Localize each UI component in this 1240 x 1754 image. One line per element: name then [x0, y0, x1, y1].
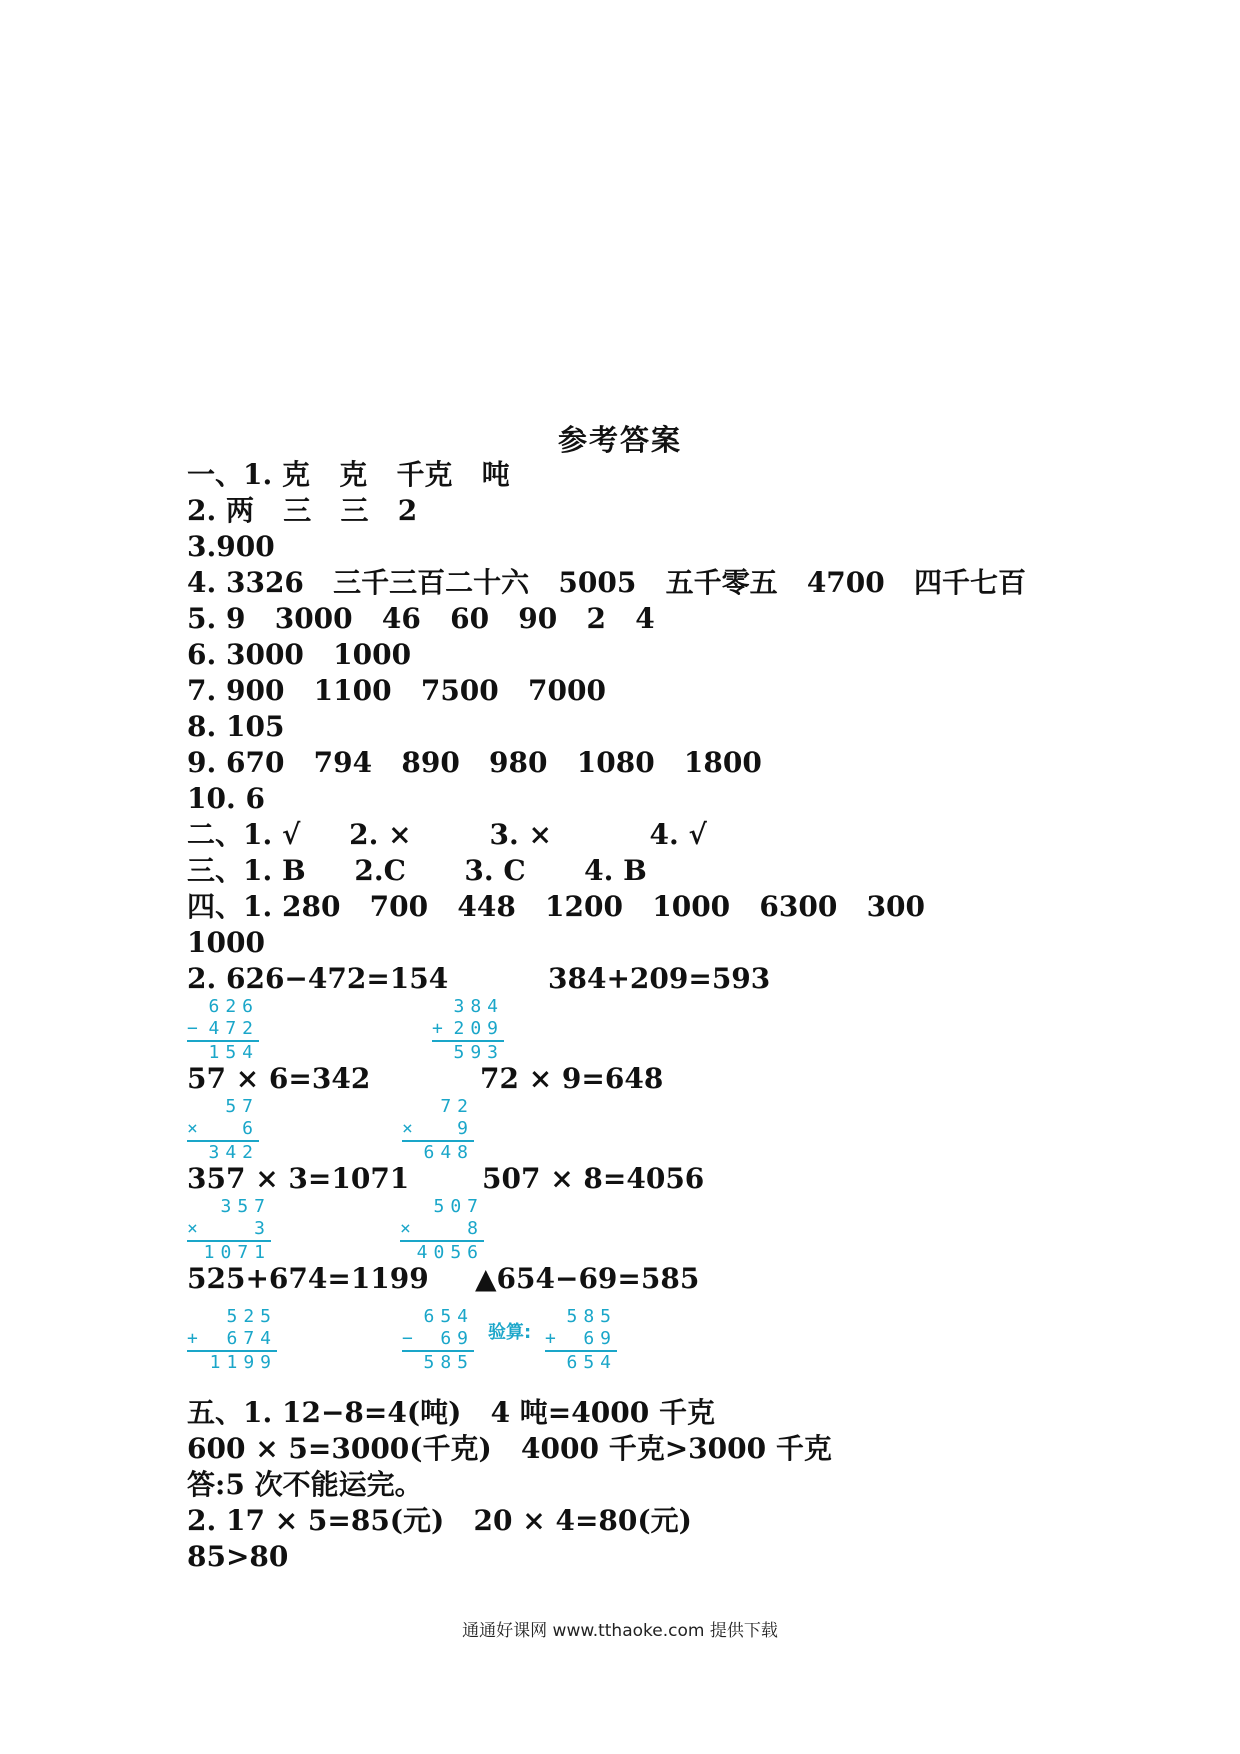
calc-second: 69: [583, 1328, 617, 1349]
calc-operator: −: [187, 1018, 204, 1039]
equation: 2. 626−472=154: [187, 962, 449, 995]
answer-line: 1000: [187, 926, 265, 959]
calc-result: 342: [208, 1142, 259, 1163]
calc-operator: +: [432, 1018, 449, 1039]
equation: 72 × 9=648: [480, 1062, 664, 1095]
calc-top: 357: [220, 1196, 271, 1217]
equation: 525+674=1199: [187, 1262, 429, 1295]
calc-second: 6: [242, 1118, 259, 1139]
calc-operator: +: [545, 1328, 562, 1349]
answer-line: 2. 17 × 5=85(元) 20 × 4=80(元): [187, 1504, 692, 1537]
calc-operator: −: [402, 1328, 419, 1349]
answer-line: 7. 900 1100 7500 7000: [187, 674, 606, 707]
answer-line: 五、1. 12−8=4(吨) 4 吨=4000 千克: [187, 1396, 715, 1429]
calc-second: 472: [208, 1018, 259, 1039]
calc-top: 626: [208, 996, 259, 1017]
calc-operator: +: [187, 1328, 204, 1349]
calc-top: 507: [433, 1196, 484, 1217]
answer-line: 3.900: [187, 530, 275, 563]
calc-second: 8: [467, 1218, 484, 1239]
calc-top: 57: [225, 1096, 259, 1117]
answer-line: 四、1. 280 700 448 1200 1000 6300 300: [187, 890, 926, 923]
calc-result: 4056: [416, 1242, 484, 1263]
calc-second: 3: [254, 1218, 271, 1239]
calc-operator: ×: [187, 1118, 204, 1139]
vertical-calculation: [402, 1306, 474, 1374]
answer-line: 2. 两 三 三 2: [187, 494, 418, 527]
equation: 507 × 8=4056: [482, 1162, 705, 1195]
calc-result: 593: [453, 1042, 504, 1063]
answer-line: 一、1. 克 克 千克 吨: [187, 458, 510, 491]
answer-line: 二、1. √ 2. × 3. × 4. √: [187, 818, 707, 851]
calc-operator: ×: [400, 1218, 417, 1239]
equation: 384+209=593: [548, 962, 771, 995]
vertical-calculation: [187, 1196, 271, 1264]
vertical-calculation: [187, 1306, 277, 1374]
calc-top: 525: [226, 1306, 277, 1327]
vertical-calculation: [402, 1096, 474, 1164]
verify-label: 验算:: [488, 1322, 532, 1343]
calc-operator: ×: [187, 1218, 204, 1239]
calc-top: 72: [440, 1096, 474, 1117]
answer-line: 8. 105: [187, 710, 285, 743]
page-title: 参考答案: [557, 423, 682, 457]
answer-line: 4. 3326 三千三百二十六 5005 五千零五 4700 四千七百: [187, 566, 1026, 599]
calc-top: 585: [566, 1306, 617, 1327]
answer-line: 三、1. B 2.C 3. C 4. B: [187, 854, 647, 887]
equation: 357 × 3=1071: [187, 1162, 410, 1195]
vertical-calculation: [187, 996, 259, 1064]
answer-line: 6. 3000 1000: [187, 638, 412, 671]
equation: ▲654−69=585: [475, 1262, 700, 1295]
answer-line: 9. 670 794 890 980 1080 1800: [187, 746, 762, 779]
footer-credit: 通通好课网 www.tthaoke.com 提供下载: [462, 1621, 778, 1641]
answer-line: 85>80: [187, 1540, 289, 1573]
answer-line: 5. 9 3000 46 60 90 2 4: [187, 602, 655, 635]
calc-top: 654: [423, 1306, 474, 1327]
calc-result: 648: [423, 1142, 474, 1163]
calc-result: 1071: [203, 1242, 271, 1263]
vertical-calculation: [187, 1096, 259, 1164]
calc-result: 1199: [209, 1352, 277, 1373]
vertical-calculation: [400, 1196, 484, 1264]
calc-second: 674: [226, 1328, 277, 1349]
calc-result: 654: [566, 1352, 617, 1373]
calc-result: 154: [208, 1042, 259, 1063]
equation: 57 × 6=342: [187, 1062, 371, 1095]
vertical-calculation: [432, 996, 504, 1064]
answer-line: 10. 6: [187, 782, 265, 815]
calc-operator: ×: [402, 1118, 419, 1139]
calc-second: 9: [457, 1118, 474, 1139]
calc-second: 209: [453, 1018, 504, 1039]
answer-line: 600 × 5=3000(千克) 4000 千克>3000 千克: [187, 1432, 832, 1465]
calc-second: 69: [440, 1328, 474, 1349]
answer-line: 答:5 次不能运完。: [187, 1468, 423, 1501]
vertical-calculation: [545, 1306, 617, 1374]
calc-top: 384: [453, 996, 504, 1017]
calc-result: 585: [423, 1352, 474, 1373]
